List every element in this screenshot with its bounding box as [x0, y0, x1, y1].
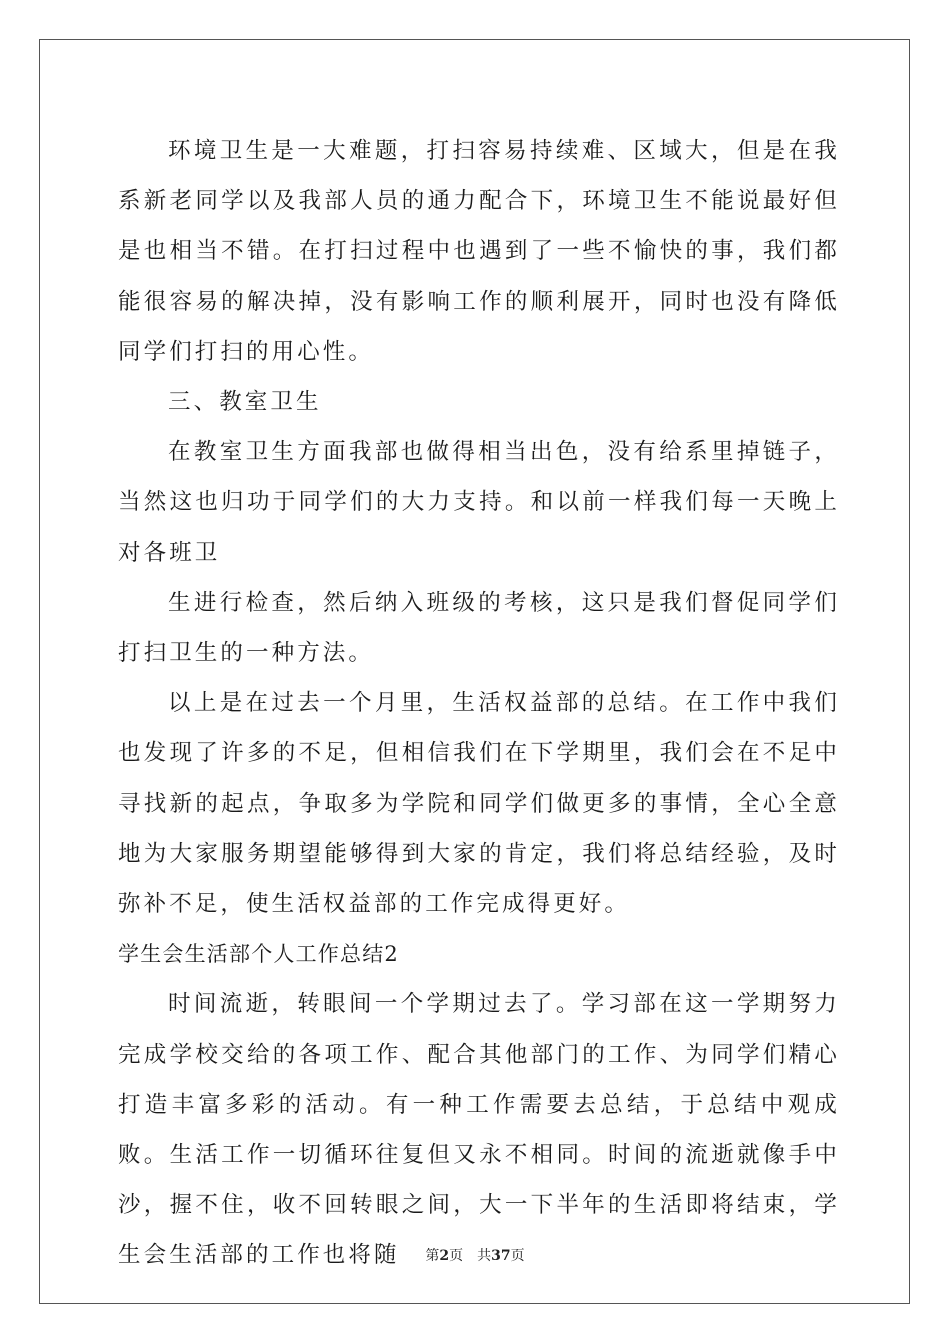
- section-title-summary-2: 学生会生活部个人工作总结2: [118, 942, 399, 967]
- paragraph-summary: 以上是在过去一个月里，生活权益部的总结。在工作中我们也发现了许多的不足，但相信我们在下学期里，我们会在不足中寻找新的起点，争取多为学院和同学们做更多的事情，全心全意地为大家服务期望能够得到大家的肯定，我们将总结经验，及时弥补不足，使生活权益部的工作完成得更好。: [118, 690, 840, 918]
- footer-page-suffix: 页: [449, 1248, 464, 1264]
- paragraph-classroom-inspection: 生进行检查，然后纳入班级的考核，这只是我们督促同学们打扫卫生的一种方法。: [118, 589, 840, 667]
- footer-page-number: 2: [439, 1248, 450, 1264]
- footer-page-prefix: 第: [425, 1248, 440, 1264]
- document-body: [118, 126, 840, 1281]
- paragraph-classroom-hygiene: 在教室卫生方面我部也做得相当出色，没有给系里掉链子，当然这也归功于同学们的大力支持。和以前一样我们每一天晚上对各班卫: [118, 439, 840, 566]
- page-footer: [0, 1245, 950, 1265]
- footer-total-prefix: 共: [477, 1248, 492, 1264]
- paragraph-environment-hygiene: 环境卫生是一大难题，打扫容易持续难、区域大，但是在我系新老同学以及我部人员的通力配合下，环境卫生不能说最好但是也相当不错。在打扫过程中也遇到了一些不愉快的事，我们都能很容易的解决掉，没有影响工作的顺利展开，同时也没有降低同学们打扫的用心性。: [118, 138, 840, 365]
- paragraph-time-flies: 时间流逝，转眼间一个学期过去了。学习部在这一学期努力完成学校交给的各项工作、配合其他部门的工作、为同学们精心打造丰富多彩的活动。有一种工作需要去总结，于总结中观成败。生活工作一切循环往复但又永不相同。时间的流逝就像手中沙，握不住，收不回转眼之间，大一下半年的生活即将结束，学生会生活部的工作也将随: [118, 991, 840, 1269]
- heading-classroom-hygiene: 三、教室卫生: [168, 389, 322, 416]
- footer-total-suffix: 页: [510, 1248, 525, 1264]
- footer-total-pages: 37: [491, 1248, 511, 1264]
